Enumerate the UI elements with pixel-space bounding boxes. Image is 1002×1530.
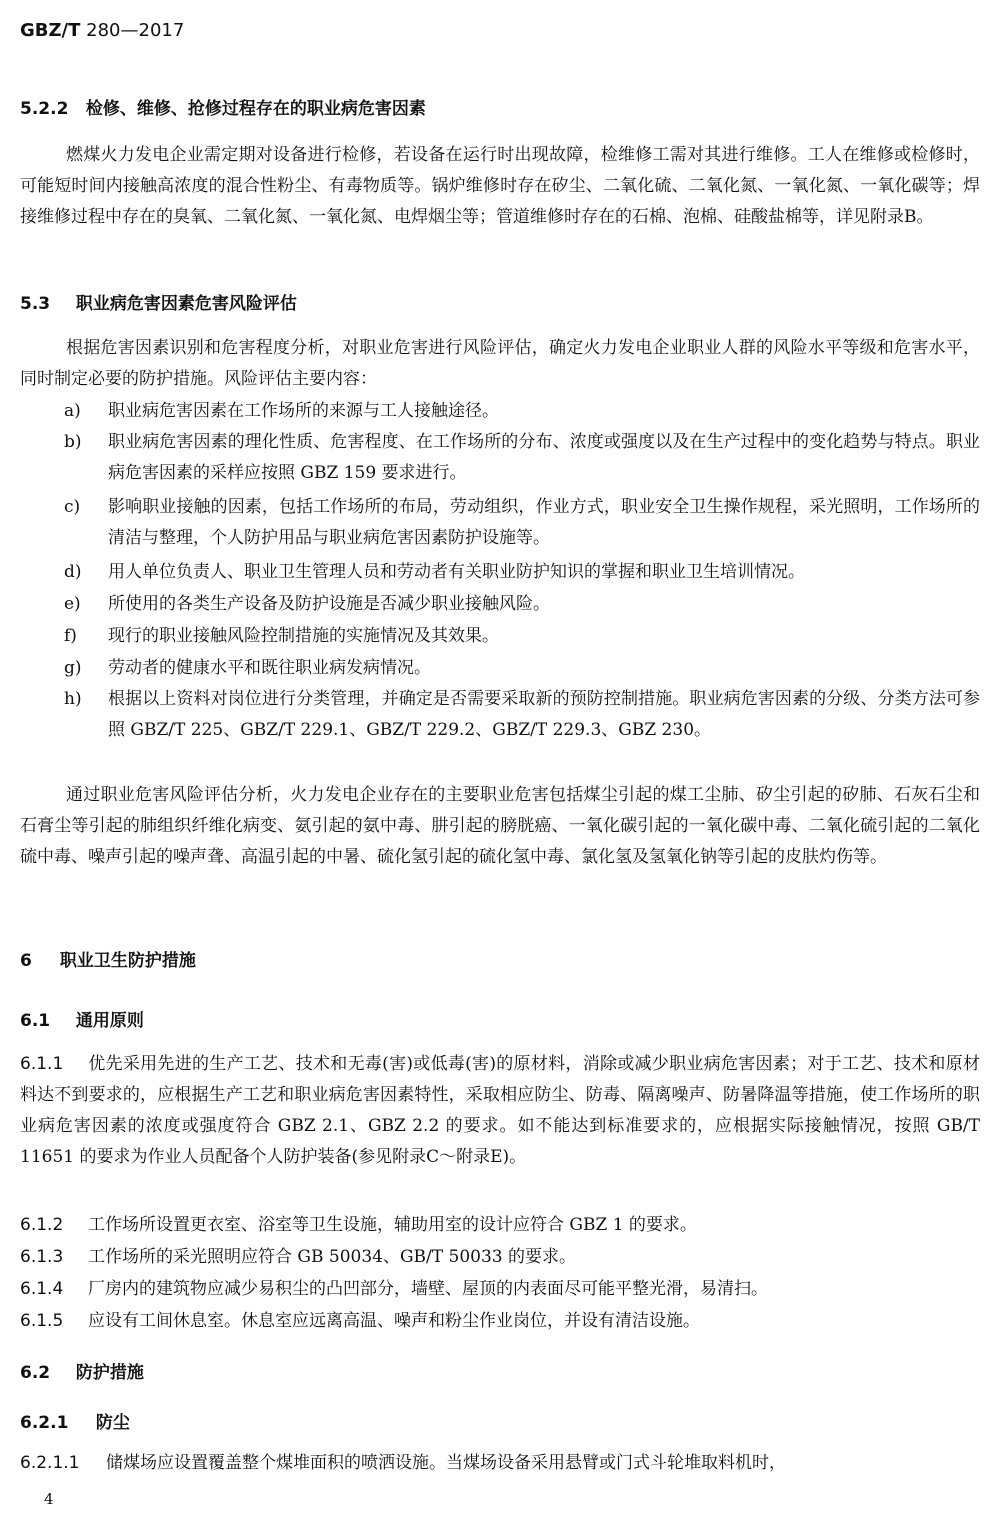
section-title: 通用原则 (75, 1011, 144, 1031)
list-item (20, 621, 980, 652)
section-title: 职业病危害因素危害风险评估 (75, 294, 297, 314)
clause-6-1-1 (20, 1049, 980, 1173)
standard-code: GBZ/T (20, 20, 81, 41)
list-item-text: 影响职业接触的因素，包括工作场所的布局，劳动组织，作业方式，职业安全卫生操作规程，采光照明，工作场所的清洁与整理，个人防护用品与职业病危害因素防护设施等。 (108, 497, 980, 548)
list-item (20, 653, 980, 684)
clause-text: 工作场所设置更衣室、浴室等卫生设施，辅助用室的设计应符合 GBZ 1 的要求。 (88, 1215, 697, 1235)
clause-text: 储煤场应设置覆盖整个煤堆面积的喷洒设施。当煤场设备采用悬臂或门式斗轮堆取料机时， (106, 1453, 786, 1473)
section-title: 防护措施 (75, 1363, 144, 1383)
list-item (20, 589, 980, 620)
clause-6-1-2 (20, 1210, 980, 1241)
list-item-text: 职业病危害因素在工作场所的来源与工人接触途径。 (108, 401, 499, 421)
section-heading-6-2 (20, 1358, 144, 1383)
section-number: 6.2.1 (20, 1413, 69, 1433)
clause-6-1-4 (20, 1274, 980, 1305)
page-number: 4 (44, 1490, 54, 1508)
list-item-label: e) (64, 594, 81, 614)
list-item-label: f) (64, 626, 77, 646)
chapter-heading-6 (20, 946, 196, 971)
clause-text: 工作场所的采光照明应符合 GB 50034、GB/T 50033 的要求。 (88, 1247, 576, 1267)
clause-6-2-1-1 (20, 1448, 980, 1479)
list-item-label: a) (64, 401, 81, 421)
list-item (20, 557, 980, 588)
standard-number: 280—2017 (86, 20, 185, 41)
clause-number: 6.1.5 (20, 1311, 64, 1331)
section-number: 5.3 (20, 294, 51, 314)
paragraph-5-2-2: 燃煤火力发电企业需定期对设备进行检修，若设备在运行时出现故障，检维修工需对其进行维修。工人在维修或检修时，可能短时间内接触高浓度的混合性粉尘、有毒物质等。锅炉维修时存在矽尘、二氧化硫、二氧化氮、一氧化氮、一氧化碳等；焊接维修过程中存在的臭氧、二氧化氮、一氧化氮、电焊烟尘等；管道维修时存在的石棉、泡棉、硅酸盐棉等，详见附录B。 (20, 145, 980, 227)
list-item (20, 684, 980, 746)
list-item-text: 劳动者的健康水平和既往职业病发病情况。 (108, 658, 431, 678)
list-item-label: b) (64, 432, 82, 452)
clause-number: 6.1.2 (20, 1215, 64, 1235)
section-number: 6.1 (20, 1011, 51, 1031)
clause-6-1-5 (20, 1306, 980, 1337)
clause-text: 厂房内的建筑物应减少易积尘的凸凹部分，墙壁、屋顶的内表面尽可能平整光滑，易清扫。 (88, 1279, 768, 1299)
paragraph-5-3-intro: 根据危害因素识别和危害程度分析，对职业危害进行风险评估，确定火力发电企业职业人群的风险水平等级和危害水平，同时制定必要的防护措施。风险评估主要内容： (20, 338, 980, 389)
chapter-title: 职业卫生防护措施 (59, 951, 196, 971)
list-item-label: g) (64, 658, 82, 678)
list-item-text: 所使用的各类生产设备及防护设施是否减少职业接触风险。 (108, 594, 550, 614)
clause-text: 优先采用先进的生产工艺、技术和无毒(害)或低毒(害)的原材料，消除或减少职业病危害因素；对于工艺、技术和原材料达不到要求的，应根据生产工艺和职业病危害因素特性，采取相应防尘、防毒、隔离噪声、防暑降温等措施，使工作场所的职业病危害因素的浓度或强度符合 GBZ 2.1、GBZ 2.2 的要求。如不能达到标准要求的，应根据实际接触情况，按照 GB/T 11651 的要求为作业人员配备个人防护装备(参见附录C～附录E)。 (20, 1054, 980, 1167)
list-item-text: 现行的职业接触风险控制措施的实施情况及其效果。 (108, 626, 499, 646)
list-item-text: 根据以上资料对岗位进行分类管理，并确定是否需要采取新的预防控制措施。职业病危害因素的分级、分类方法可参照 GBZ/T 225、GBZ/T 229.1、GBZ/T 229.2、GBZ/T 229.3、GBZ 230。 (108, 689, 980, 740)
section-number: 5.2.2 (20, 99, 69, 119)
section-title: 检修、维修、抢修过程存在的职业病危害因素 (85, 99, 426, 119)
clause-number: 6.1.1 (20, 1054, 64, 1074)
list-item (20, 492, 980, 554)
list-item-label: h) (64, 689, 82, 709)
chapter-number: 6 (20, 951, 32, 971)
section-heading-5-2-2 (20, 94, 426, 119)
list-item-label: d) (64, 562, 82, 582)
section-number: 6.2 (20, 1363, 51, 1383)
section-heading-6-1 (20, 1006, 144, 1031)
clause-number: 6.1.4 (20, 1279, 64, 1299)
clause-number: 6.1.3 (20, 1247, 64, 1267)
list-item (20, 396, 980, 427)
list-item-text: 用人单位负责人、职业卫生管理人员和劳动者有关职业防护知识的掌握和职业卫生培训情况。 (108, 562, 805, 582)
list-item (20, 427, 980, 489)
list-item-text: 职业病危害因素的理化性质、危害程度、在工作场所的分布、浓度或强度以及在生产过程中的变化趋势与特点。职业病危害因素的采样应按照 GBZ 159 要求进行。 (108, 432, 980, 483)
list-item-label: c) (64, 497, 81, 517)
paragraph-5-3-summary: 通过职业危害风险评估分析，火力发电企业存在的主要职业危害包括煤尘引起的煤工尘肺、矽尘引起的矽肺、石灰石尘和石膏尘等引起的肺组织纤维化病变、氨引起的氨中毒、肼引起的膀胱癌、一氧化碳引起的一氧化碳中毒、二氧化硫引起的二氧化硫中毒、噪声引起的噪声聋、高温引起的中暑、硫化氢引起的硫化氢中毒、氯化氢及氢氧化钠等引起的皮肤灼伤等。 (20, 785, 980, 867)
section-heading-5-3 (20, 289, 297, 314)
clause-6-1-3 (20, 1242, 980, 1273)
clause-number: 6.2.1.1 (20, 1453, 80, 1473)
section-heading-6-2-1 (20, 1408, 130, 1433)
document-header (20, 20, 184, 41)
clause-text: 应设有工间休息室。休息室应远离高温、噪声和粉尘作业岗位，并设有清洁设施。 (88, 1311, 700, 1331)
section-title: 防尘 (95, 1413, 130, 1433)
